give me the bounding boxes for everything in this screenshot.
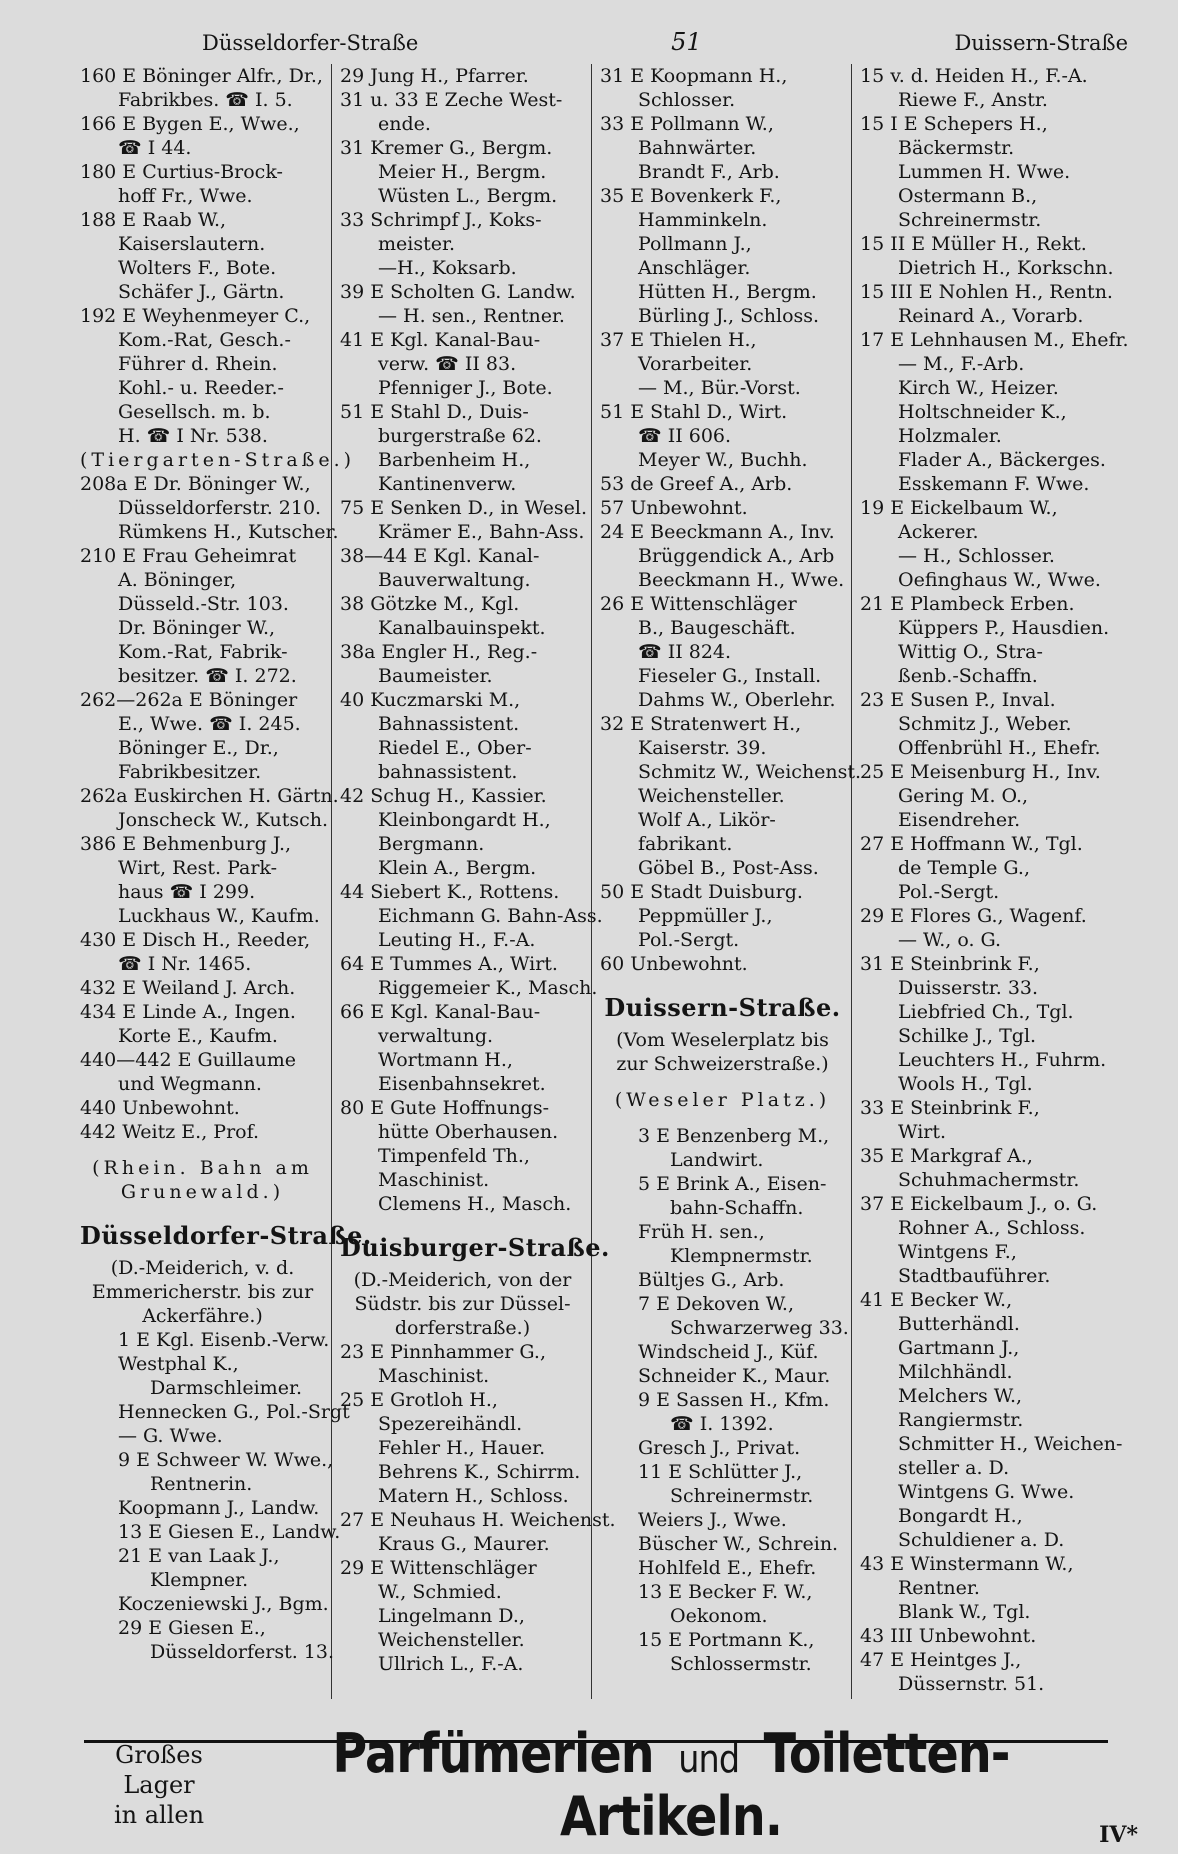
directory-line: Kom.-Rat, Gesch.- [118,329,291,351]
directory-line: 37 E Thielen H., [600,329,757,351]
directory-line: Holzmaler. [898,425,1002,447]
directory-line: ☎ II 824. [638,641,732,663]
street-heading: Duisburger-Straße. [340,1233,610,1262]
directory-line: Hamminkeln. [638,209,768,231]
directory-line: Schwarzerweg 33. [670,1317,849,1339]
directory-line: W., Schmied. [378,1581,502,1603]
directory-line: Rümkens H., Kutscher. [118,521,339,543]
street-note: Südstr. bis zur Düssel- [354,1293,571,1315]
directory-line: Düsseldorferstr. 210. [118,497,322,519]
directory-line: Milchhändl. [898,1361,1013,1383]
directory-line: 44 Siebert K., Rottens. [340,881,560,903]
directory-line: Bergmann. [378,833,485,855]
directory-line: Schmitz W., Weichenst. [638,761,862,783]
directory-line: ßenb.-Schaffn. [898,665,1038,687]
directory-line: 80 E Gute Hoffnungs- [340,1097,550,1119]
directory-line: Gresch J., Privat. [638,1437,801,1459]
directory-line: — H. sen., Rentner. [378,305,565,327]
header-right-street: Duissern-Straße [954,31,1128,55]
directory-line: 43 III Unbewohnt. [860,1625,1037,1647]
directory-line: Behrens K., Schirrm. [378,1461,581,1483]
directory-line: steller a. D. [898,1457,1010,1479]
directory-line: Wintgens G. Wwe. [898,1481,1075,1503]
directory-line: Früh H. sen., [638,1221,765,1243]
directory-line: 15 I E Schepers H., [860,113,1048,135]
directory-line: 210 E Frau Geheimrat [80,545,297,567]
directory-line: 262a Euskirchen H. Gärtn. [80,785,339,807]
directory-line: Böninger E., Dr., [118,737,279,759]
directory-line: 32 E Stratenwert H., [600,713,802,735]
directory-line: Schuldiener a. D. [898,1529,1065,1551]
directory-line: Riedel E., Ober- [378,737,532,759]
directory-line: 188 E Raab W., [80,209,227,231]
directory-line: Meyer W., Buchh. [638,449,808,471]
directory-line: 13 E Giesen E., Landw. [118,1521,341,1543]
directory-line: 160 E Böninger Alfr., Dr., [80,65,323,87]
directory-line: 15 III E Nohlen H., Rentn. [860,281,1113,303]
directory-line: Pol.-Sergt. [638,929,740,951]
directory-line: Oekonom. [670,1605,768,1627]
directory-line: Weichensteller. [378,1629,525,1651]
directory-line: Küppers P., Hausdien. [898,617,1110,639]
directory-line: B., Baugeschäft. [638,617,796,639]
street-note: Emmericherstr. bis zur [91,1281,314,1303]
directory-line: 75 E Senken D., in Wesel. [340,497,588,519]
directory-line: 25 E Meisenburg H., Inv. [860,761,1101,783]
directory-line: Schmitz J., Weber. [898,713,1072,735]
directory-line: Rentnerin. [150,1473,253,1495]
directory-line: Düsseld.-Str. 103. [118,593,289,615]
directory-line: Eisendreher. [898,809,1021,831]
directory-line: Weichensteller. [638,785,785,807]
directory-line: 23 E Pinnhammer G., [340,1341,547,1363]
directory-line: Wortmann H., [378,1049,513,1071]
directory-line: Klein A., Bergm. [378,857,537,879]
directory-line: 440—442 E Guillaume [80,1049,296,1071]
directory-line: 13 E Becker F. W., [638,1581,813,1603]
directory-line: Kohl.- u. Reeder.- [118,377,284,399]
directory-line: 47 E Heintges J., [860,1649,1022,1671]
directory-line: — W., o. G. [898,929,1002,951]
directory-line: Pollmann J., [638,233,752,255]
directory-line: Klempnermstr. [670,1245,813,1267]
street-note: (Rhein. Bahn am [92,1157,313,1179]
directory-line: 64 E Tummes A., Wirt. [340,953,558,975]
directory-line: Leuting H., F.-A. [378,929,536,951]
directory-line: Wools H., Tgl. [898,1073,1033,1095]
directory-line: 180 E Curtius-Brock- [80,161,283,183]
directory-line: Bahnwärter. [638,137,757,159]
directory-line: Riggemeier K., Masch. [378,977,598,999]
directory-line: 33 E Steinbrink F., [860,1097,1040,1119]
directory-line: Spezereihändl. [378,1413,523,1435]
directory-line: Stadtbauführer. [898,1265,1051,1287]
directory-line: Eisenbahnsekret. [378,1073,546,1095]
directory-line: Dietrich H., Korkschn. [898,257,1114,279]
directory-line: und Wegmann. [118,1073,262,1095]
directory-line: 24 E Beeckmann A., Inv. [600,521,835,543]
directory-line: Holtschneider K., [898,401,1067,423]
directory-line: Krämer E., Bahn-Ass. [378,521,585,543]
directory-line: Peppmüller J., [638,905,773,927]
spacer [80,1144,325,1156]
spacer [80,1204,325,1216]
directory-line: Büscher W., Schrein. [638,1533,839,1555]
directory-line: Wintgens F., [898,1241,1017,1263]
directory-line: haus ☎ I 299. [118,881,256,903]
directory-line: Butterhändl. [898,1313,1020,1335]
directory-line: Fehler H., Hauer. [378,1437,546,1459]
directory-line: hoff Fr., Wwe. [118,185,253,207]
directory-line: 3 E Benzenberg M., [638,1125,830,1147]
directory-line: Gartmann J., [898,1337,1020,1359]
ad-small-text [84,1740,234,1830]
directory-line: bahnassistent. [378,761,518,783]
directory-line: Göbel B., Post-Ass. [638,857,819,879]
directory-line: 386 E Behmenburg J., [80,833,292,855]
directory-line: ☎ I. 1392. [670,1413,774,1435]
directory-line: de Temple G., [898,857,1031,879]
directory-line: 192 E Weyhenmeyer C., [80,305,311,327]
street-heading: Düsseldorfer-Straße. [80,1221,372,1250]
street-note: (Weseler Platz.) [614,1089,831,1111]
directory-line: 5 E Brink A., Eisen- [638,1173,827,1195]
directory-line: Bahnassistent. [378,713,520,735]
directory-line: 39 E Scholten G. Landw. [340,281,576,303]
directory-line: Rangiermstr. [898,1409,1024,1431]
directory-line: Clemens H., Masch. [378,1193,572,1215]
directory-line: Vorarbeiter. [638,353,753,375]
directory-line: 35 E Markgraf A., [860,1145,1033,1167]
column-3 [592,64,862,1699]
directory-line: Hennecken G., Pol.-Srgt [118,1401,350,1423]
directory-line: 38 Götzke M., Kgl. [340,593,520,615]
directory-line: Offenbrühl H., Ehefr. [898,737,1101,759]
street-note: (Vom Weselerplatz bis [616,1029,829,1051]
directory-line: Schlosser. [638,89,736,111]
directory-line: 51 E Stahl D., Duis- [340,401,529,423]
directory-line: Fabrikbesitzer. [118,761,262,783]
ad-headline [286,1722,1055,1848]
directory-line: Ackerer. [898,521,979,543]
directory-line: Leuchters H., Fuhrm. [898,1049,1107,1071]
directory-line: 26 E Wittenschläger [600,593,797,615]
directory-line: Beeckmann H., Wwe. [638,569,845,591]
directory-line: 31 E Koopmann H., [600,65,788,87]
directory-line: Darmschleimer. [150,1377,302,1399]
directory-line: ☎ I Nr. 1465. [118,953,252,975]
directory-line: Fabrikbes. ☎ I. 5. [118,89,293,111]
directory-line: Oefinghaus W., Wwe. [898,569,1101,591]
directory-line: 15 v. d. Heiden H., F.-A. [860,65,1088,87]
directory-line: ☎ I 44. [118,137,192,159]
street-note: (D.-Meiderich, v. d. [110,1257,295,1279]
directory-line: 31 u. 33 E Zeche West- [340,89,563,111]
directory-line: Wirt. [898,1121,947,1143]
header-left-street: Düsseldorfer-Straße [202,31,419,55]
directory-line: Jonscheck W., Kutsch. [118,809,329,831]
directory-line: hütte Oberhausen. [378,1121,559,1143]
column-1 [72,64,372,1699]
page-number: 51 [671,28,702,56]
directory-line: 7 E Dekoven W., [638,1293,795,1315]
directory-line: 66 E Kgl. Kanal-Bau- [340,1001,541,1023]
directory-line: 11 E Schlütter J., [638,1461,803,1483]
directory-line: Dr. Böninger W., [118,617,276,639]
directory-line: Schilke J., Tgl. [898,1025,1037,1047]
directory-line: 434 E Linde A., Ingen. [80,1001,296,1023]
directory-line: Führer d. Rhein. [118,353,278,375]
directory-line: Barbenheim H., [378,449,531,471]
directory-line: 38a Engler H., Reg.- [340,641,538,663]
directory-line: Duisserstr. 33. [898,977,1039,999]
directory-line: Bültjes G., Arb. [638,1269,785,1291]
directory-line: Westphal K., [118,1353,239,1375]
street-note: Ackerfähre.) [142,1305,263,1327]
street-note: (Tiergarten-Straße.) [80,449,356,471]
directory-line: 42 Schug H., Kassier. [340,785,547,807]
directory-line: ☎ II 606. [638,425,732,447]
directory-line: 19 E Eickelbaum W., [860,497,1058,519]
directory-line: Wittig O., Stra- [898,641,1043,663]
directory-line: Schlossermstr. [670,1653,812,1675]
directory-line: Pol.-Sergt. [898,881,1000,903]
directory-line: Weiers J., Wwe. [638,1509,787,1531]
directory-line: E., Wwe. ☎ I. 245. [118,713,301,735]
directory-line: Eichmann G. Bahn-Ass. [378,905,603,927]
directory-line: Kirch W., Heizer. [898,377,1059,399]
directory-line: 9 E Sassen H., Kfm. [638,1389,830,1411]
directory-line: — G. Wwe. [118,1425,223,1447]
directory-line: Lummen H. Wwe. [898,161,1071,183]
directory-line: Schmitter H., Weichen- [898,1433,1123,1455]
advertisement-footer [84,1722,1108,1848]
directory-line: Kantinenverw. [378,473,517,495]
directory-line: H. ☎ I Nr. 538. [118,425,268,447]
directory-line: Meier H., Bergm. [378,161,547,183]
directory-line: Riewe F., Anstr. [898,89,1048,111]
directory-line: 442 Weitz E., Prof. [80,1121,259,1143]
directory-line: Bäckermstr. [898,137,1015,159]
running-header [72,28,1148,64]
street-heading: Duissern-Straße. [604,993,841,1022]
directory-line: A. Böninger, [118,569,237,591]
directory-line: 38—44 E Kgl. Kanal- [340,545,540,567]
directory-line: 37 E Eickelbaum J., o. G. [860,1193,1098,1215]
street-note: Grunewald.) [120,1181,285,1203]
directory-line: Kaiserslautern. [118,233,266,255]
column-2 [332,64,616,1699]
directory-line: Wirt, Rest. Park- [118,857,278,879]
directory-line: Wolters F., Bote. [118,257,277,279]
directory-line: Timpenfeld Th., [378,1145,530,1167]
directory-line: 40 Kuczmarski M., [340,689,521,711]
directory-line: Anschläger. [638,257,751,279]
directory-line: verwaltung. [378,1025,494,1047]
spacer [600,976,845,988]
directory-line: Koopmann J., Landw. [118,1497,320,1519]
directory-line: 430 E Disch H., Reeder, [80,929,311,951]
directory-line: Schneider K., Maur. [638,1365,831,1387]
directory-line: Melchers W., [898,1385,1023,1407]
directory-line: besitzer. ☎ I. 272. [118,665,297,687]
directory-line: 60 Unbewohnt. [600,953,748,975]
directory-line: 31 Kremer G., Bergm. [340,137,553,159]
directory-line: 57 Unbewohnt. [600,497,748,519]
spacer [600,1112,845,1124]
directory-line: 440 Unbewohnt. [80,1097,240,1119]
directory-line: Korte E., Kaufm. [118,1025,278,1047]
directory-line: Bürling J., Schloss. [638,305,820,327]
directory-line: —H., Koksarb. [378,257,517,279]
directory-line: 208a E Dr. Böninger W., [80,473,311,495]
columns-container [72,64,1148,1699]
directory-line: Wüsten L., Bergm. [378,185,558,207]
directory-line: 21 E van Laak J., [118,1545,280,1567]
directory-line: — M., Bür.-Vorst. [638,377,801,399]
directory-line: Matern H., Schloss. [378,1485,569,1507]
directory-line: Klempner. [150,1569,249,1591]
directory-line: — M., F.-Arb. [898,353,1025,375]
directory-line: 53 de Greef A., Arb. [600,473,793,495]
directory-line: 33 Schrimpf J., Koks- [340,209,542,231]
spacer [600,1076,845,1088]
street-note: dorferstraße.) [394,1317,531,1339]
directory-line: burgerstraße 62. [378,425,542,447]
directory-line: 9 E Schweer W. Wwe., [118,1449,334,1471]
directory-line: Luckhaus W., Kaufm. [118,905,320,927]
directory-line: 31 E Steinbrink F., [860,953,1040,975]
directory-line: fabrikant. [638,833,733,855]
directory-line: Maschinist. [378,1365,490,1387]
directory-line: — H., Schlosser. [898,545,1055,567]
directory-line: 35 E Bovenkerk F., [600,185,782,207]
directory-line: 166 E Bygen E., Wwe., [80,113,300,135]
directory-line: meister. [378,233,456,255]
directory-line: Pfenniger J., Bote. [378,377,553,399]
directory-line: Ostermann B., [898,185,1038,207]
directory-line: Schreinermstr. [670,1485,814,1507]
spacer [340,1216,585,1228]
directory-line: 262—262a E Böninger [80,689,298,711]
directory-line: 17 E Lehnhausen M., Ehefr. [860,329,1129,351]
directory-line: 23 E Susen P., Inval. [860,689,1056,711]
directory-line: 21 E Plambeck Erben. [860,593,1075,615]
directory-line: Schreinermstr. [898,209,1042,231]
directory-line: verw. ☎ II 83. [378,353,517,375]
directory-line: Düssernstr. 51. [898,1673,1045,1695]
directory-line: 29 E Giesen E., [118,1617,266,1639]
directory-line: Flader A., Bäckerges. [898,449,1106,471]
directory-line: Liebfried Ch., Tgl. [898,1001,1074,1023]
directory-line: Windscheid J., Küf. [638,1341,819,1363]
directory-line: Kaiserstr. 39. [638,737,767,759]
directory-line: Maschinist. [378,1169,490,1191]
directory-line: 51 E Stahl D., Wirt. [600,401,788,423]
directory-line: Blank W., Tgl. [898,1601,1031,1623]
directory-line: 29 E Flores G., Wagenf. [860,905,1087,927]
directory-line: 43 E Winstermann W., [860,1553,1074,1575]
directory-line: Bongardt H., [898,1505,1023,1527]
directory-line: Brüggendick A., Arb [638,545,835,567]
directory-line: Kom.-Rat, Fabrik- [118,641,288,663]
directory-line: Gesellsch. m. b. [118,401,271,423]
street-note: zur Schweizerstraße.) [616,1053,829,1075]
directory-line: Hütten H., Bergm. [638,281,817,303]
ad-word-parfuemerien: Parfümerien [332,1722,654,1785]
directory-line: 27 E Neuhaus H. Weichenst. [340,1509,616,1531]
directory-line: Ullrich L., F.-A. [378,1653,524,1675]
directory-line: 29 E Wittenschläger [340,1557,537,1579]
directory-line: Reinard A., Vorarb. [898,305,1084,327]
directory-line: Schäfer J., Gärtn. [118,281,285,303]
directory-line: Hohlfeld E., Ehefr. [638,1557,817,1579]
column-4 [852,64,1129,1699]
directory-line: Rohner A., Schloss. [898,1217,1086,1239]
directory-line: Lingelmann D., [378,1605,525,1627]
directory-line: Landwirt. [670,1149,764,1171]
directory-line: Fieseler G., Install. [638,665,822,687]
directory-line: 29 Jung H., Pfarrer. [340,65,529,87]
directory-line: Bauverwaltung. [378,569,531,591]
directory-line: 25 E Grotloh H., [340,1389,498,1411]
ad-small-line-2: in allen [113,1801,205,1829]
directory-line: Kleinbongardt H., [378,809,551,831]
directory-line: Schuhmachermstr. [898,1169,1080,1191]
directory-line: Kraus G., Maurer. [378,1533,550,1555]
directory-line: Düsseldorferst. 13. [150,1641,335,1663]
directory-line: 33 E Pollmann W., [600,113,774,135]
ad-small-line-1: Großes Lager [115,1741,203,1799]
directory-line: Dahms W., Oberlehr. [638,689,836,711]
directory-line: 50 E Stadt Duisburg. [600,881,803,903]
directory-line: 15 E Portmann K., [638,1629,815,1651]
street-note: (D.-Meiderich, von der [353,1269,572,1291]
directory-line: 1 E Kgl. Eisenb.-Verw. [118,1329,330,1351]
directory-line: Koczeniewski J., Bgm. [118,1593,329,1615]
directory-line: 41 E Kgl. Kanal-Bau- [340,329,541,351]
directory-line: bahn-Schaffn. [670,1197,804,1219]
directory-line: 15 II E Müller H., Rekt. [860,233,1087,255]
directory-line: Gering M. O., [898,785,1029,807]
directory-line: ende. [378,113,431,135]
printer-signature: IV* [1099,1822,1138,1848]
directory-line: Brandt F., Arb. [638,161,780,183]
directory-line: Esskemann F. Wwe. [898,473,1090,495]
directory-line: Baumeister. [378,665,493,687]
ad-word-toiletten-artikeln: Toiletten-Artikeln. [559,1722,1010,1848]
directory-line: Wolf A., Likör- [638,809,776,831]
directory-line: Rentner. [898,1577,980,1599]
directory-line: 432 E Weiland J. Arch. [80,977,296,999]
directory-line: Kanalbauinspekt. [378,617,546,639]
directory-line: 41 E Becker W., [860,1289,1013,1311]
ad-word-und: und [678,1737,740,1781]
directory-line: 27 E Hoffmann W., Tgl. [860,833,1083,855]
